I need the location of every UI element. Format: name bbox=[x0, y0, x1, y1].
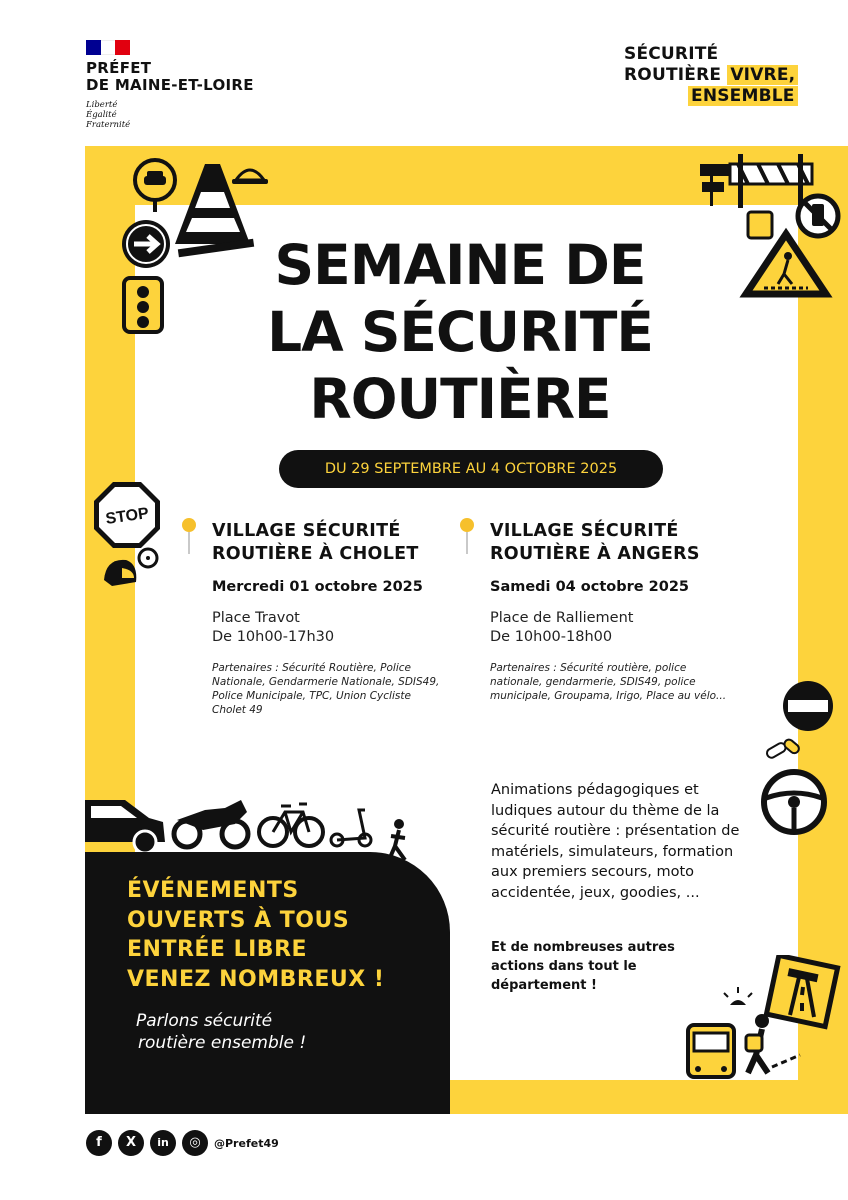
event-angers-hours: De 10h00-18h00 bbox=[490, 629, 613, 645]
bus-icon bbox=[688, 1025, 734, 1077]
road-barrier-icon bbox=[730, 154, 812, 208]
more-actions-text: Et de nombreuses autres actions dans tout le département ! bbox=[491, 940, 675, 993]
event-cholet bbox=[212, 520, 457, 717]
motorcycle-helmet-icon bbox=[104, 560, 136, 586]
social-handle[interactable]: @Prefet49 bbox=[214, 1137, 279, 1150]
stop-sign-text: STOP bbox=[104, 505, 150, 528]
event-angers-title bbox=[490, 520, 740, 566]
location-pin-icon bbox=[460, 518, 474, 554]
open-events-heading bbox=[127, 876, 384, 994]
tagline-line1: Parlons sécurité bbox=[136, 1011, 273, 1031]
open-events-line2: OUVERTS À TOUS bbox=[127, 907, 350, 933]
safety-vest-icon bbox=[748, 212, 772, 238]
wheel-icon bbox=[139, 549, 157, 567]
open-events-line4: VENEZ NOMBREUX ! bbox=[127, 966, 385, 992]
pills-icon bbox=[765, 738, 800, 760]
event-cholet-title-line2: ROUTIÈRE À CHOLET bbox=[212, 544, 419, 564]
prefet-line2: DE MAINE-ET-LOIRE bbox=[86, 76, 254, 94]
scooter-icon bbox=[331, 810, 371, 846]
event-angers-title-line1: VILLAGE SÉCURITÉ bbox=[490, 521, 679, 541]
motorway-sign-icon bbox=[766, 955, 837, 1026]
stop-sign-icon bbox=[94, 482, 160, 548]
event-angers-date: Samedi 04 octobre 2025 bbox=[490, 579, 690, 595]
open-events-line1: ÉVÉNEMENTS bbox=[127, 878, 299, 903]
pedestrian-crossing-sign-icon bbox=[746, 234, 826, 294]
police-light-icon bbox=[724, 987, 752, 1005]
event-cholet-hours: De 10h00-17h30 bbox=[212, 629, 335, 645]
sr-line2a: ROUTIÈRE bbox=[624, 65, 722, 85]
motorcycle-icon bbox=[174, 800, 248, 847]
event-angers-place: Place de Ralliement bbox=[490, 610, 634, 626]
event-cholet-place: Place Travot bbox=[212, 610, 300, 626]
road-icons-top-right bbox=[700, 150, 848, 300]
prefet-line1: PRÉFET bbox=[86, 59, 152, 77]
motto-liberte: Liberté bbox=[86, 100, 118, 110]
x-twitter-icon[interactable]: X bbox=[118, 1130, 144, 1156]
worker-helmet-icon bbox=[232, 170, 268, 184]
event-cholet-title-line1: VILLAGE SÉCURITÉ bbox=[212, 521, 401, 541]
securite-routiere-logo bbox=[624, 44, 798, 107]
event-angers bbox=[490, 520, 740, 703]
title-line3: ROUTIÈRE bbox=[309, 367, 611, 431]
event-cholet-partners: Partenaires : Sécurité Routière, Police Nationale, Gendarmerie Nationale, SDIS49, Police Municipale, TPC, Union Cycliste Cholet 49 bbox=[212, 662, 440, 716]
sr-line1: SÉCURITÉ bbox=[624, 44, 719, 64]
event-cholet-date: Mercredi 01 octobre 2025 bbox=[212, 579, 423, 595]
event-angers-partners: Partenaires : Sécurité routière, police nationale, gendarmerie, SDIS49, police municipale, Groupama, Irigo, Place au vélo... bbox=[490, 662, 727, 702]
location-pin-icon bbox=[182, 518, 196, 554]
sr-line3: ENSEMBLE bbox=[688, 86, 798, 106]
steering-wheel-icon bbox=[764, 772, 824, 832]
pedestrian-icon bbox=[389, 819, 405, 860]
date-range-badge: DU 29 SEPTEMBRE AU 4 OCTOBRE 2025 bbox=[279, 450, 663, 488]
road-icons-right bbox=[752, 680, 848, 850]
road-icons-bottom-right bbox=[680, 955, 848, 1085]
bicycle-icon bbox=[259, 804, 323, 846]
title-line1: SEMAINE DE bbox=[274, 233, 646, 297]
title-line2: LA SÉCURITÉ bbox=[267, 300, 653, 364]
sr-line2b: VIVRE, bbox=[727, 65, 798, 85]
facebook-icon[interactable]: f bbox=[86, 1130, 112, 1156]
car-pin-icon bbox=[135, 160, 175, 212]
main-title bbox=[240, 232, 680, 433]
stop-sign-group bbox=[92, 478, 164, 600]
no-phone-icon bbox=[798, 196, 838, 236]
linkedin-icon[interactable]: in bbox=[150, 1130, 176, 1156]
car-icon bbox=[85, 800, 165, 853]
republic-motto bbox=[86, 100, 130, 130]
traffic-light-icon bbox=[124, 278, 162, 332]
animations-description: Animations pédagogiques et ludiques autour du thème de la sécurité routière : présentation de matériels, simulateurs, formation aux premiers secours, moto accidentée, jeux, goodies, ... bbox=[491, 782, 740, 901]
motto-egalite: Égalité bbox=[86, 110, 117, 120]
no-entry-sign-icon bbox=[783, 681, 833, 731]
open-events-tagline bbox=[136, 1010, 306, 1054]
child-pedestrian-icon bbox=[746, 1014, 800, 1073]
motto-fraternite: Fraternité bbox=[86, 120, 131, 130]
prefet-title bbox=[86, 60, 254, 94]
event-angers-title-line2: ROUTIÈRE À ANGERS bbox=[490, 544, 700, 564]
french-flag-logo bbox=[86, 40, 130, 55]
tagline-line2: routière ensemble ! bbox=[138, 1033, 307, 1053]
instagram-icon[interactable]: ◎ bbox=[182, 1130, 208, 1156]
event-cholet-title bbox=[212, 520, 457, 566]
open-events-line3: ENTRÉE LIBRE bbox=[127, 937, 308, 962]
direction-sign-icon bbox=[122, 220, 170, 268]
